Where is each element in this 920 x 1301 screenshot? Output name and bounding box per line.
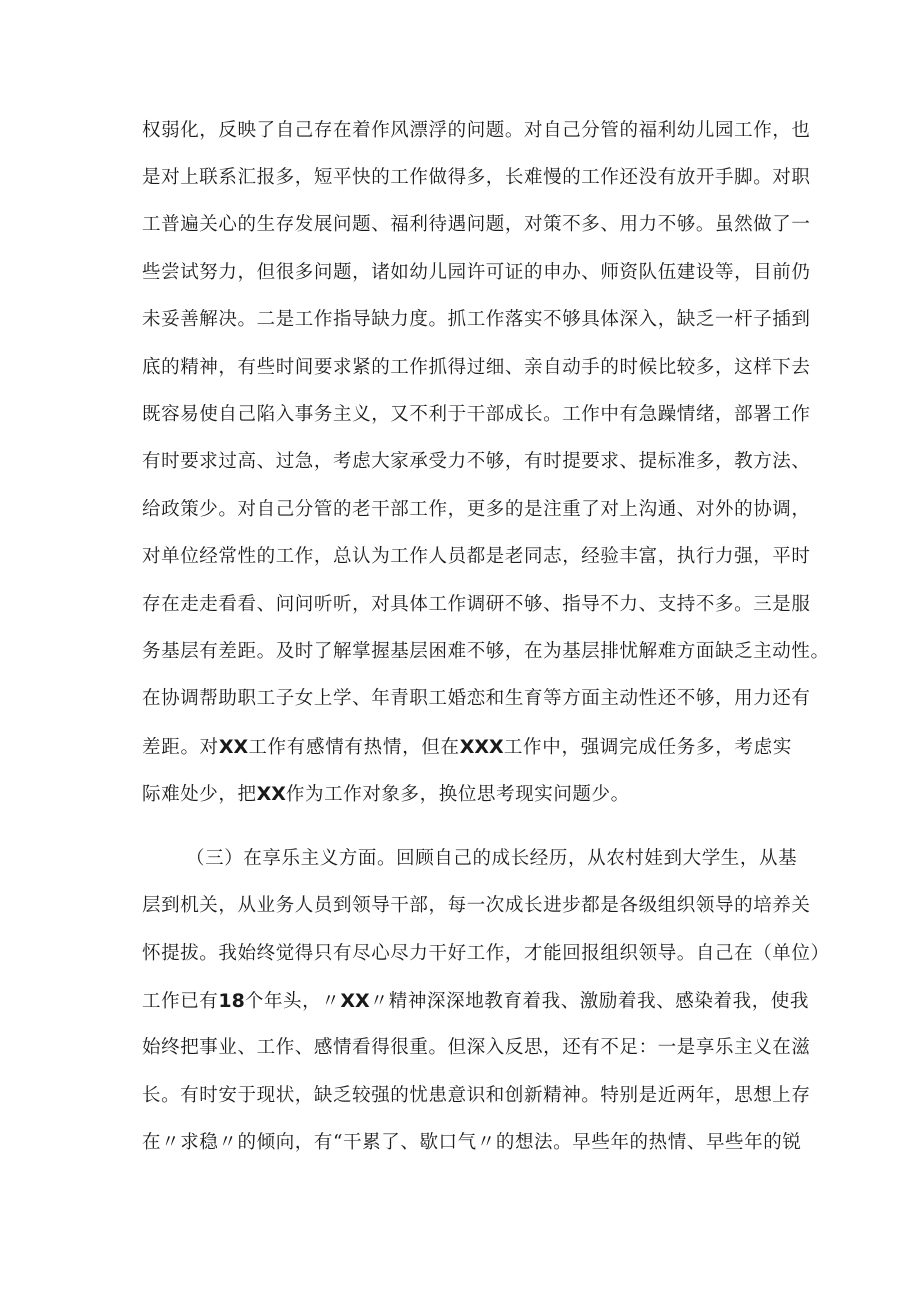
text-line: （三）在享乐主义方面。回顾自己的成长经历，从农村娃到大学生，从基 bbox=[186, 848, 798, 869]
text-line: 层到机关，从业务人员到领导干部，每一次成长进步都是各级组织领导的培养关 bbox=[142, 895, 811, 916]
text-segment: 工作已有 bbox=[142, 991, 219, 1012]
text-line: 对单位经常性的工作，总认为工作人员都是老同志，经验丰富，执行力强，平时 bbox=[142, 546, 811, 567]
text-line bbox=[142, 986, 809, 1016]
text-line: 在协调帮助职工子女上学、年青职工婚恋和生育等方面主动性还不够，用力还有 bbox=[142, 688, 811, 709]
text-segment: 个年头，〃 bbox=[244, 991, 341, 1012]
text-line: 务基层有差距。及时了解掌握基层困难不够，在为基层排忧解难方面缺乏主动性。 bbox=[142, 641, 830, 662]
placeholder-text: XX bbox=[218, 736, 249, 758]
text-line: 底的精神，有些时间要求紧的工作抓得过细、亲自动手的时候比较多，这样下去 bbox=[142, 357, 811, 378]
text-segment: 差距。对 bbox=[142, 737, 219, 758]
text-line: 怀提拔。我始终觉得只有尽心尽力干好工作，才能回报组织领导。自己在（单位） bbox=[142, 943, 830, 964]
text-line: 是对上联系汇报多，短平快的工作做得多，长难慢的工作还没有放开手脚。对职 bbox=[142, 167, 811, 188]
text-line: 权弱化，反映了自己存在着作风漂浮的问题。对自己分管的福利幼儿园工作，也 bbox=[142, 120, 811, 141]
text-line: 给政策少。对自己分管的老干部工作，更多的是注重了对上沟通、对外的协调， bbox=[142, 499, 811, 520]
text-line: 工普遍关心的生存发展问题、福利待遇问题，对策不多、用力不够。虽然做了一 bbox=[142, 214, 811, 235]
text-line: 有时要求过高、过急，考虑大家承受力不够，有时提要求、提标准多，教方法、 bbox=[142, 451, 811, 472]
text-line: 既容易使自己陷入事务主义，又不利于干部成长。工作中有急躁情绪，部署工作 bbox=[142, 404, 811, 425]
text-line bbox=[142, 779, 792, 809]
text-line: 未妥善解决。二是工作指导缺力度。抓工作落实不够具体深入，缺乏一杆子插到 bbox=[142, 309, 811, 330]
number-text: 18 bbox=[218, 990, 245, 1012]
text-segment: 作为工作对象多，换位思考现实问题少。 bbox=[285, 784, 630, 805]
text-segment: 际难处少，把 bbox=[142, 784, 257, 805]
text-segment: 工作中，强调完成任务多，考虑实 bbox=[503, 737, 792, 758]
text-line: 些尝试努力，但很多问题，诸如幼儿园许可证的申办、师资队伍建设等，目前仍 bbox=[142, 262, 811, 283]
placeholder-text: XXX bbox=[459, 736, 504, 758]
text-line: 存在走走看看、问问听听，对具体工作调研不够、指导不力、支持不多。三是服 bbox=[142, 594, 811, 615]
text-line: 始终把事业、工作、感情看得很重。但深入反思，还有不足：一是享乐主义在滋 bbox=[142, 1037, 811, 1058]
text-line: 在〃求稳〃的倾向，有“干累了、歇口气〃的想法。早些年的热情、早些年的锐 bbox=[142, 1132, 802, 1153]
text-segment: 工作有感情有热情，但在 bbox=[248, 737, 460, 758]
text-line: 长。有时安于现状，缺乏较强的忧患意识和创新精神。特别是近两年，思想上存 bbox=[142, 1085, 811, 1106]
placeholder-text: XX bbox=[340, 990, 370, 1012]
text-line bbox=[142, 732, 792, 762]
text-segment: 〃精神深深地教育着我、激励着我、感染着我，使我 bbox=[369, 991, 809, 1012]
placeholder-text: XX bbox=[256, 783, 286, 805]
